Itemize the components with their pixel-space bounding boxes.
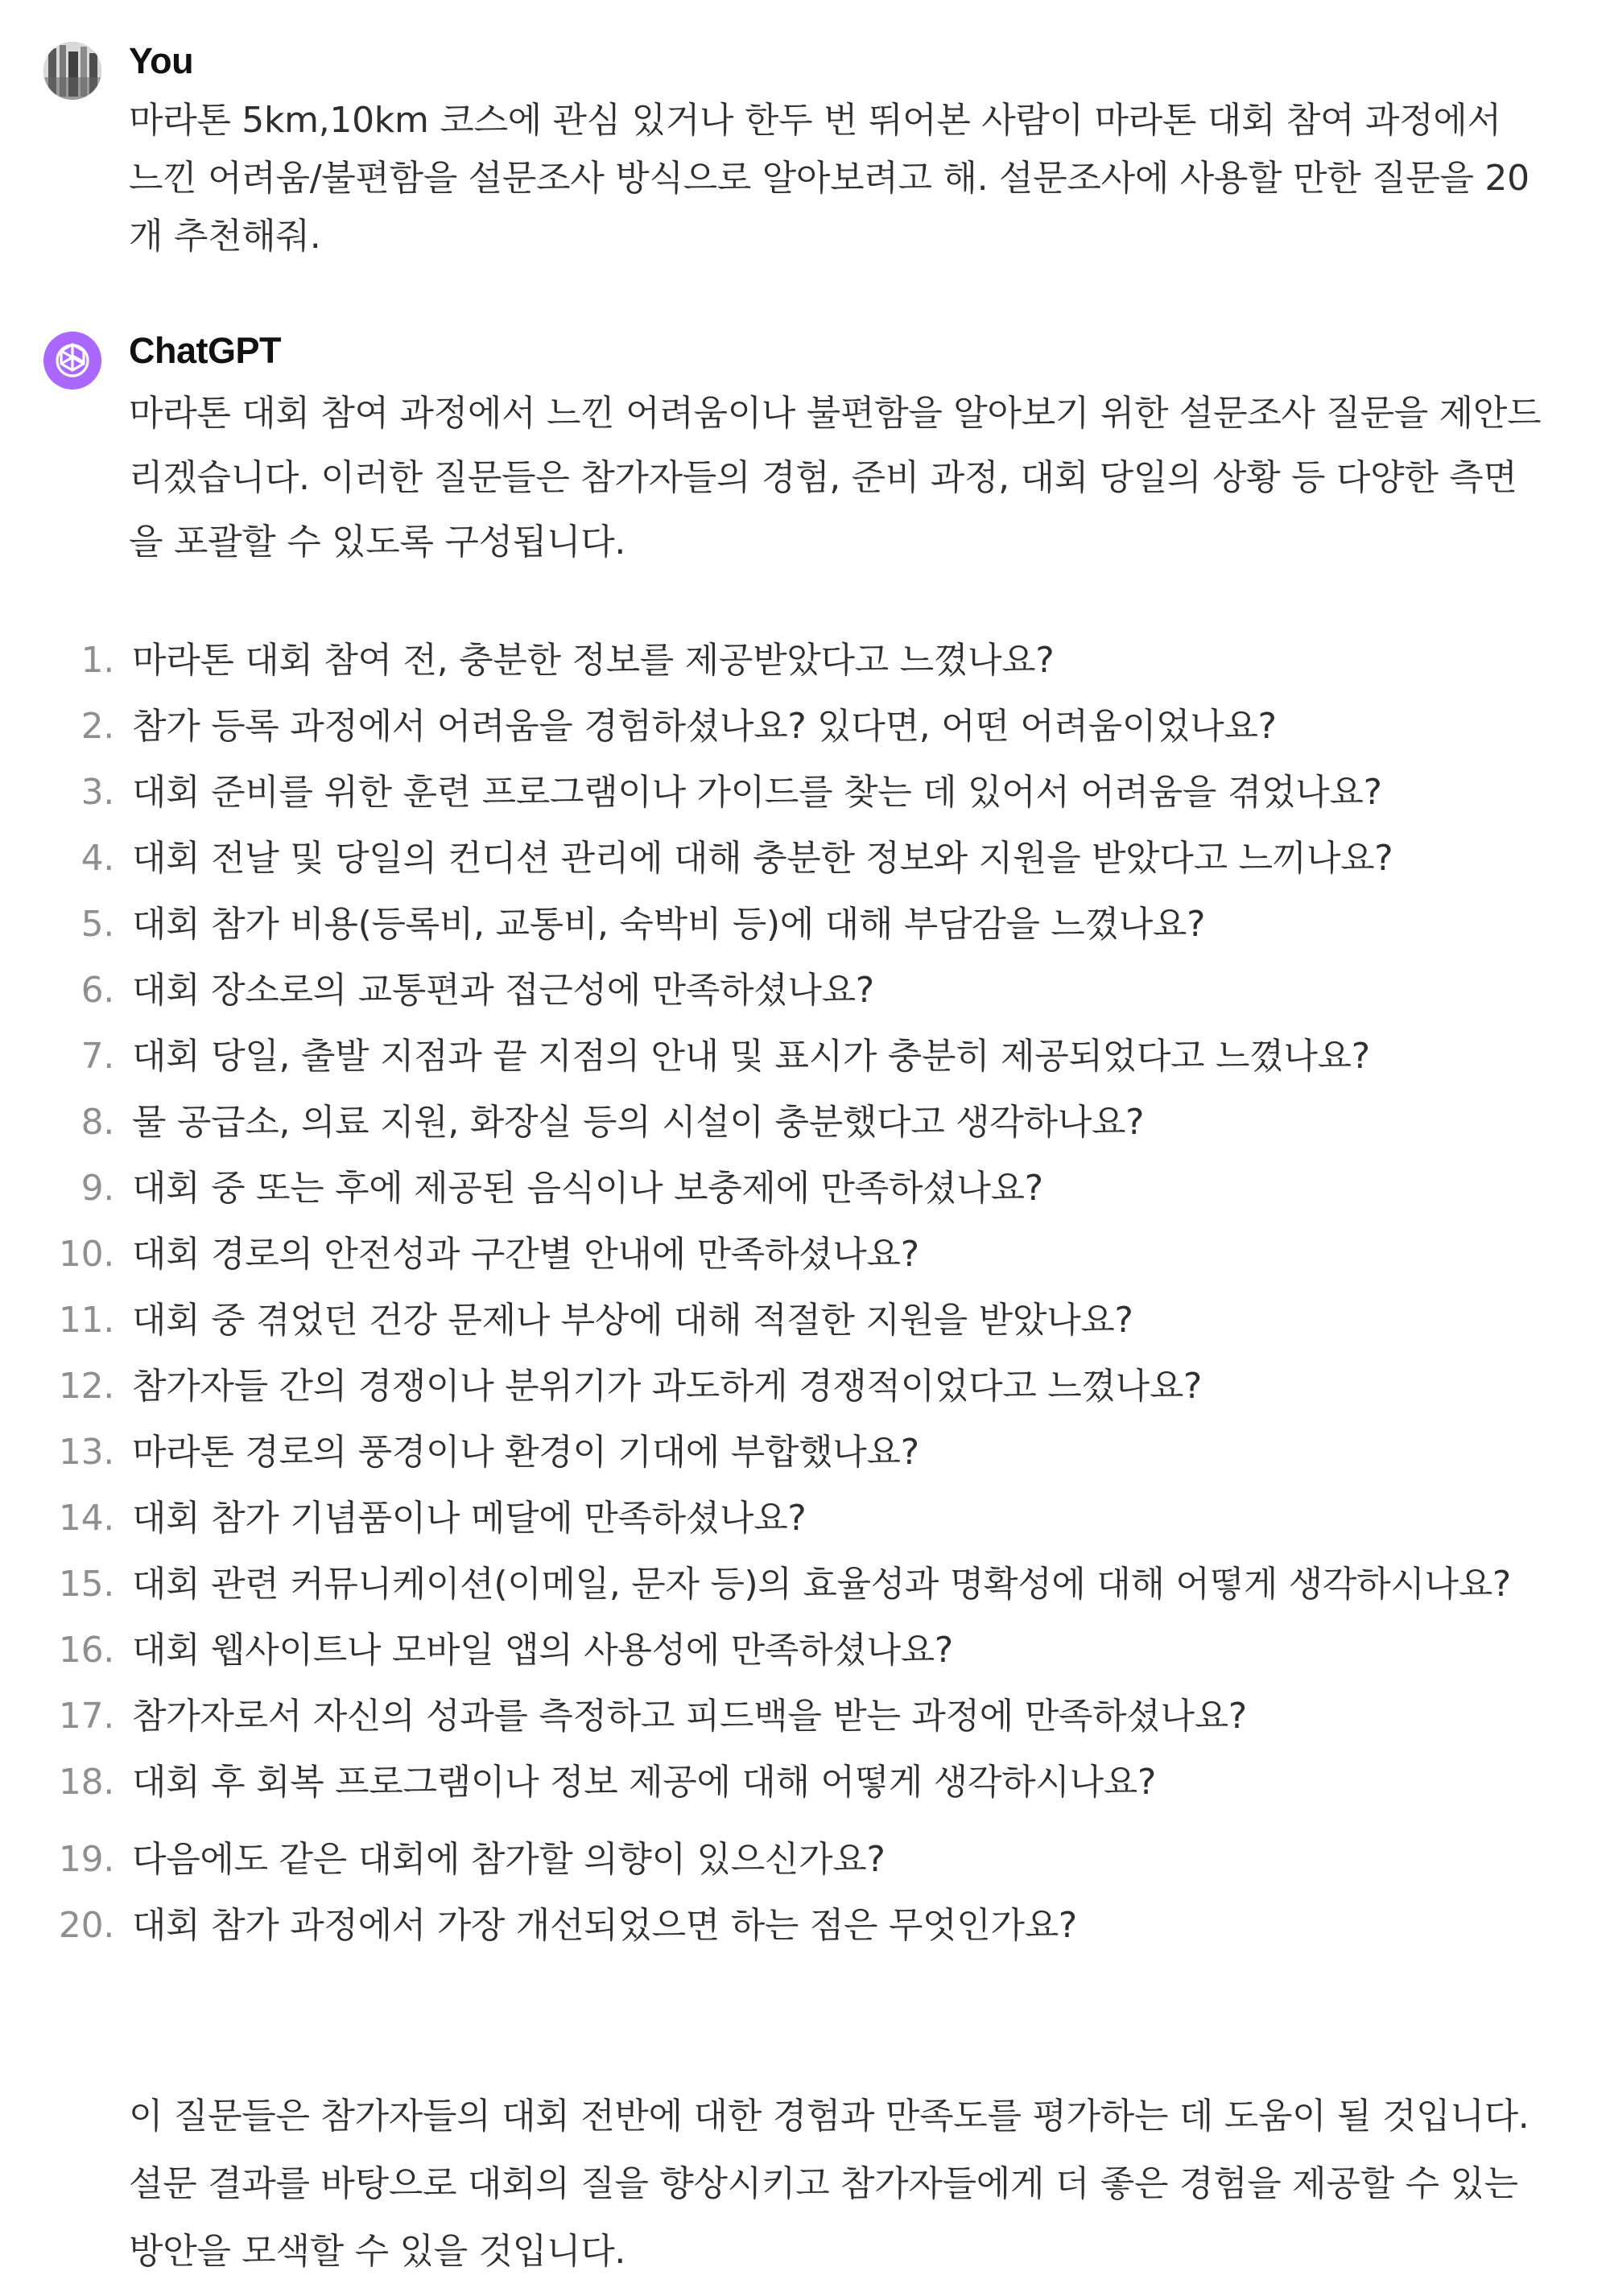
question-list [48,628,1562,1959]
list-item-number: 2. [80,706,114,747]
list-item [48,628,1562,694]
list-item-text: 마라톤 경로의 풍경이나 환경이 기대에 부합했나요? [132,1432,919,1473]
assistant-name: ChatGPT [129,330,282,371]
list-item-text: 대회 참가 기념품이나 메달에 만족하셨나요? [132,1498,807,1539]
list-item-text: 대회 장소로의 교통편과 접근성에 만족하셨나요? [132,970,874,1011]
list-item [48,1024,1562,1090]
list-item-text: 대회 중 또는 후에 제공된 음식이나 보충제에 만족하셨나요? [132,1168,1043,1209]
openai-logo-icon [43,332,101,390]
list-item-text: 참가 등록 과정에서 어려움을 경험하셨나요? 있다면, 어떤 어려움이었나요? [132,706,1277,747]
list-item-number: 10. [58,1234,114,1275]
list-item [48,1288,1562,1354]
list-item-text: 참가자로서 자신의 성과를 측정하고 피드백을 받는 과정에 만족하셨나요? [132,1696,1247,1737]
list-item [48,760,1562,826]
list-item-text: 대회 당일, 출발 지점과 끝 지점의 안내 및 표시가 충분히 제공되었다고 느꼈나요? [132,1036,1370,1077]
list-item-number: 20. [58,1905,114,1946]
list-item [48,694,1562,760]
list-item-number: 11. [58,1300,114,1341]
list-item-text: 대회 준비를 위한 훈련 프로그램이나 가이드를 찾는 데 있어서 어려움을 겪었나요? [132,772,1382,813]
list-item-text: 대회 웹사이트나 모바일 앱의 사용성에 만족하셨나요? [132,1630,953,1671]
list-item-number: 4. [80,838,114,879]
list-item-number: 12. [58,1366,114,1407]
list-item [48,1156,1562,1222]
list-item-text: 대회 경로의 안전성과 구간별 안내에 만족하셨나요? [132,1234,919,1275]
list-item-number: 6. [80,970,114,1011]
list-item [48,892,1562,958]
list-item-number: 14. [58,1498,114,1539]
list-item [48,1354,1562,1420]
list-item-number: 17. [58,1696,114,1737]
list-item-number: 8. [80,1102,114,1143]
user-avatar-photo-icon [43,42,101,100]
list-item-number: 18. [58,1762,114,1803]
assistant-outro-text: 이 질문들은 참가자들의 대회 전반에 대한 경험과 만족도를 평가하는 데 도움이 될 것입니다. 설문 결과를 바탕으로 대회의 질을 향상시키고 참가자들에게 더 좋은 경험을 제공할 수 있는 방안을 모색할 수 있을 것입니다. [129,2096,1530,2272]
list-item [48,1552,1562,1618]
list-item-number: 16. [58,1630,114,1671]
list-item-number: 3. [80,772,114,813]
user-name: You [129,40,194,81]
list-item [48,1893,1562,1959]
list-item-number: 15. [58,1564,114,1605]
list-item [48,1618,1562,1684]
list-item-text: 참가자들 간의 경쟁이나 분위기가 과도하게 경쟁적이었다고 느꼈나요? [132,1366,1203,1407]
list-item-number: 13. [58,1432,114,1473]
list-item-number: 9. [80,1168,114,1209]
list-item [48,1486,1562,1552]
list-item [48,1222,1562,1288]
list-item-number: 5. [80,904,114,945]
list-item-text: 대회 참가 비용(등록비, 교통비, 숙박비 등)에 대해 부담감을 느꼈나요? [132,904,1206,945]
list-item-number: 19. [58,1839,114,1880]
list-item [48,1684,1562,1750]
list-item-text: 대회 후 회복 프로그램이나 정보 제공에 대해 어떻게 생각하시나요? [132,1762,1157,1803]
list-item [48,1420,1562,1486]
list-item-text: 대회 중 겪었던 건강 문제나 부상에 대해 적절한 지원을 받았나요? [132,1300,1133,1341]
list-item-text: 대회 참가 과정에서 가장 개선되었으면 하는 점은 무엇인가요? [132,1905,1077,1946]
list-item-text: 대회 관련 커뮤니케이션(이메일, 문자 등)의 효율성과 명확성에 대해 어떻게 생각하시나요? [132,1564,1511,1605]
list-item [48,826,1562,892]
list-item [48,1827,1562,1893]
assistant-intro-text: 마라톤 대회 참여 과정에서 느낀 어려움이나 불편함을 알아보기 위한 설문조사 질문을 제안드리겠습니다. 이러한 질문들은 참가자들의 경험, 준비 과정, 대회 당일의 상황 등 다양한 측면을 포괄할 수 있도록 구성됩니다. [129,393,1542,563]
list-item-text: 물 공급소, 의료 지원, 화장실 등의 시설이 충분했다고 생각하나요? [132,1102,1145,1143]
list-item-text: 대회 전날 및 당일의 컨디션 관리에 대해 충분한 정보와 지원을 받았다고 느끼나요? [132,838,1393,879]
list-item-text: 마라톤 대회 참여 전, 충분한 정보를 제공받았다고 느꼈나요? [132,640,1055,681]
user-message-text: 마라톤 5km,10km 코스에 관심 있거나 한두 번 뛰어본 사람이 마라톤 대회 참여 과정에서 느낀 어려움/불편함을 설문조사 방식으로 알아보려고 해. 설문조사에 사용할 만한 질문을 20개 추천해줘. [129,100,1530,257]
list-item [48,958,1562,1024]
list-item-text: 다음에도 같은 대회에 참가할 의향이 있으신가요? [132,1839,886,1880]
list-item [48,1750,1562,1816]
list-item-number: 1. [80,640,114,681]
user-avatar [43,42,101,100]
list-item-number: 7. [80,1036,114,1077]
list-item [48,1090,1562,1156]
assistant-avatar [43,332,101,390]
